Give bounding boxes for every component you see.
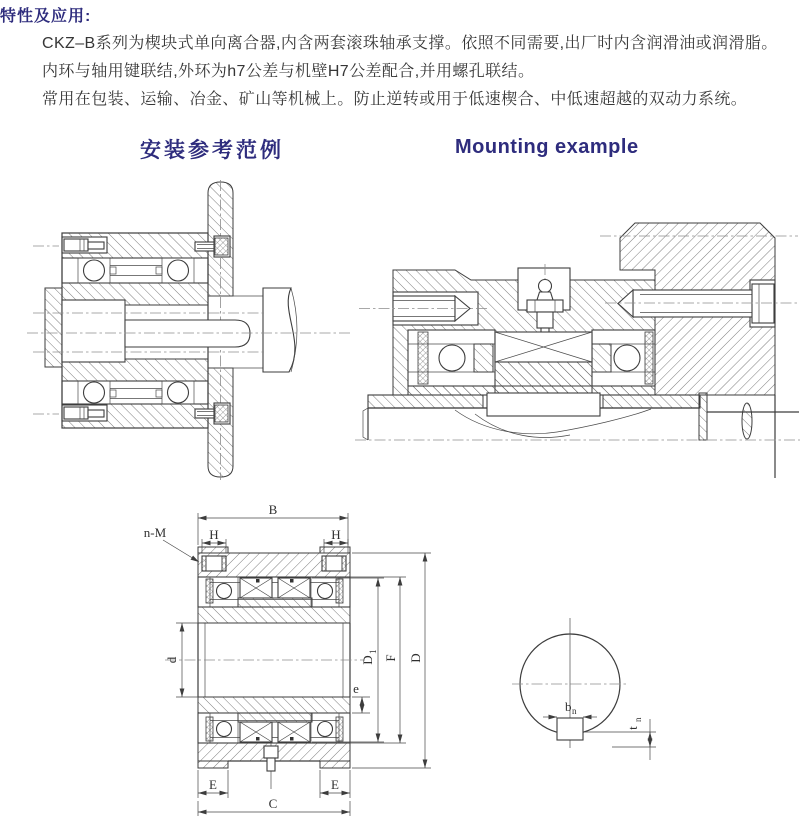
left-bolt — [359, 292, 487, 325]
dim-label-nM: n-M — [143, 525, 167, 540]
dim-label-D: D — [408, 653, 423, 663]
output-shaft — [263, 288, 297, 372]
bearing-ball — [217, 722, 232, 737]
dim-label-D1: D — [360, 655, 375, 665]
key — [487, 393, 600, 416]
dim-label-C: C — [268, 796, 278, 811]
bearing-ball — [217, 584, 232, 599]
feature-line-2: 内环与轴用键联结,外环为h7公差与机壁H7公差配合,并用螺孔联结。 — [42, 63, 535, 80]
dim-label-tn-sub: n — [633, 717, 643, 722]
keyway-detail — [512, 618, 656, 760]
dim-label-D1-sub: 1 — [368, 649, 378, 654]
dim-label-d: d — [164, 656, 179, 664]
feature-line-1: CKZ–B系列为楔块式单向离合器,内含两套滚珠轴承支撑。依照不同需要,出厂时内含润滑油或润滑脂。 — [42, 35, 778, 52]
mounting-example-drawing — [355, 180, 800, 480]
shaft — [363, 393, 799, 440]
dim-label-tn: t — [625, 726, 640, 730]
bearing-ball — [439, 345, 465, 371]
section-title-en: Mounting example — [455, 136, 639, 158]
bearing-ball — [318, 584, 333, 599]
grease-fitting — [264, 746, 278, 758]
bearing-ball — [168, 260, 189, 281]
dim-label-F: F — [383, 654, 398, 662]
clutch-section — [165, 547, 365, 789]
bearing-ball — [318, 722, 333, 737]
shaft-break — [742, 403, 752, 439]
dimension-drawing — [60, 495, 760, 825]
bearing-ball — [614, 345, 640, 371]
dim-label-E-left: E — [209, 777, 217, 792]
dim-label-e: e — [353, 681, 359, 696]
dim-label-H-left: H — [209, 527, 219, 542]
dim-label-B: B — [268, 502, 278, 517]
dim-label-H-right: H — [331, 527, 341, 542]
dim-label-E-right: E — [331, 777, 339, 792]
dim-label-bn: b — [565, 699, 572, 714]
bearing-ball — [84, 382, 105, 403]
dimensions — [144, 502, 431, 816]
section-title-zh: 安装参考范例 — [140, 139, 284, 162]
snap-ring — [699, 393, 707, 440]
bearing-ball — [84, 260, 105, 281]
installation-example-drawing — [25, 180, 355, 480]
feature-line-3: 常用在包装、运输、冶金、矿山等机械上。防止逆转或用于低速楔合、中低速超越的双动力系统。 — [42, 91, 748, 108]
dim-label-bn-sub: n — [572, 706, 577, 716]
keyway — [557, 718, 583, 740]
bearing-ball — [168, 382, 189, 403]
page-title: 特性及应用: — [0, 8, 92, 25]
